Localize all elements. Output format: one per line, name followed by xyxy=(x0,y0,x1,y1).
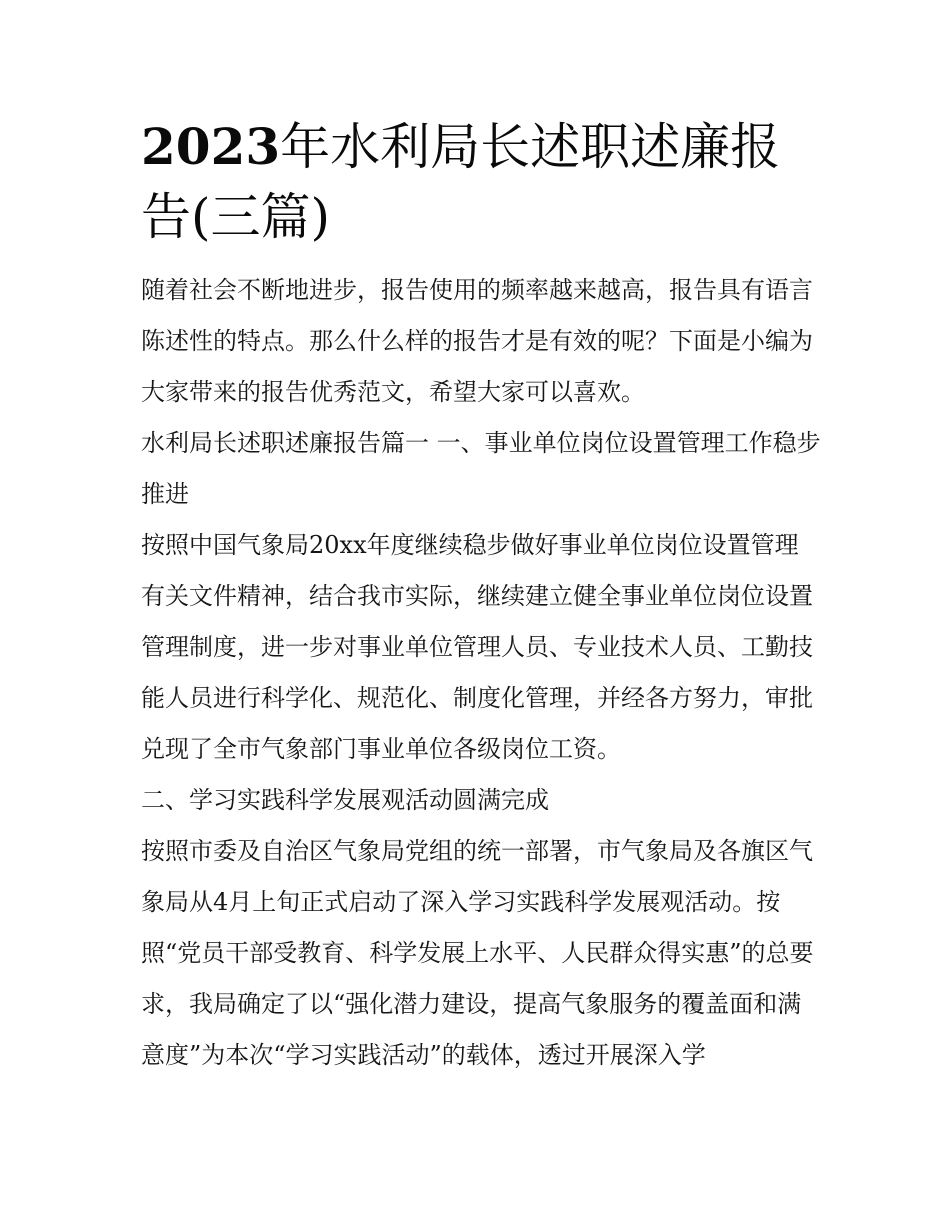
section-heading-1: 水利局长述职述廉报告篇一 一、事业单位岗位设置管理工作稳步推进 xyxy=(141,429,821,508)
body-paragraph: 按照中国气象局20xx年度继续稳步做好事业单位岗位设置管理有关文件精神，结合我市实际，继续建立健全事业单位岗位设置管理制度，进一步对事业单位管理人员、专业技术人员、工勤技能人员进行科学化、规范化、制度化管理，并经各方努力，审批兑现了全市气象部门事业单位各级岗位工资。 xyxy=(141,531,813,763)
title-text: 年水利局长述职述廉报告(三篇) xyxy=(141,118,781,246)
document-body xyxy=(141,265,821,1081)
document-title xyxy=(141,112,821,252)
section-heading-2: 二、学习实践科学发展观活动圆满完成 xyxy=(141,786,549,814)
body-paragraph: 按照市委及自治区气象局党组的统一部署，市气象局及各旗区气象局从4月上旬正式启动了深入学习实践科学发展观活动。按照“党员干部受教育、科学发展上水平、人民群众得实惠”的总要求，我局确定了以“强化潜力建设，提高气象服务的覆盖面和满意度”为本次“学习实践活动”的载体，透过开展深入学 xyxy=(141,837,814,1069)
document-content xyxy=(141,112,821,1081)
intro-paragraph: 随着社会不断地进步，报告使用的频率越来越高，报告具有语言陈述性的特点。那么什么样的报告才是有效的呢？下面是小编为大家带来的报告优秀范文，希望大家可以喜欢。 xyxy=(141,276,813,406)
title-year: 2023 xyxy=(141,117,281,176)
